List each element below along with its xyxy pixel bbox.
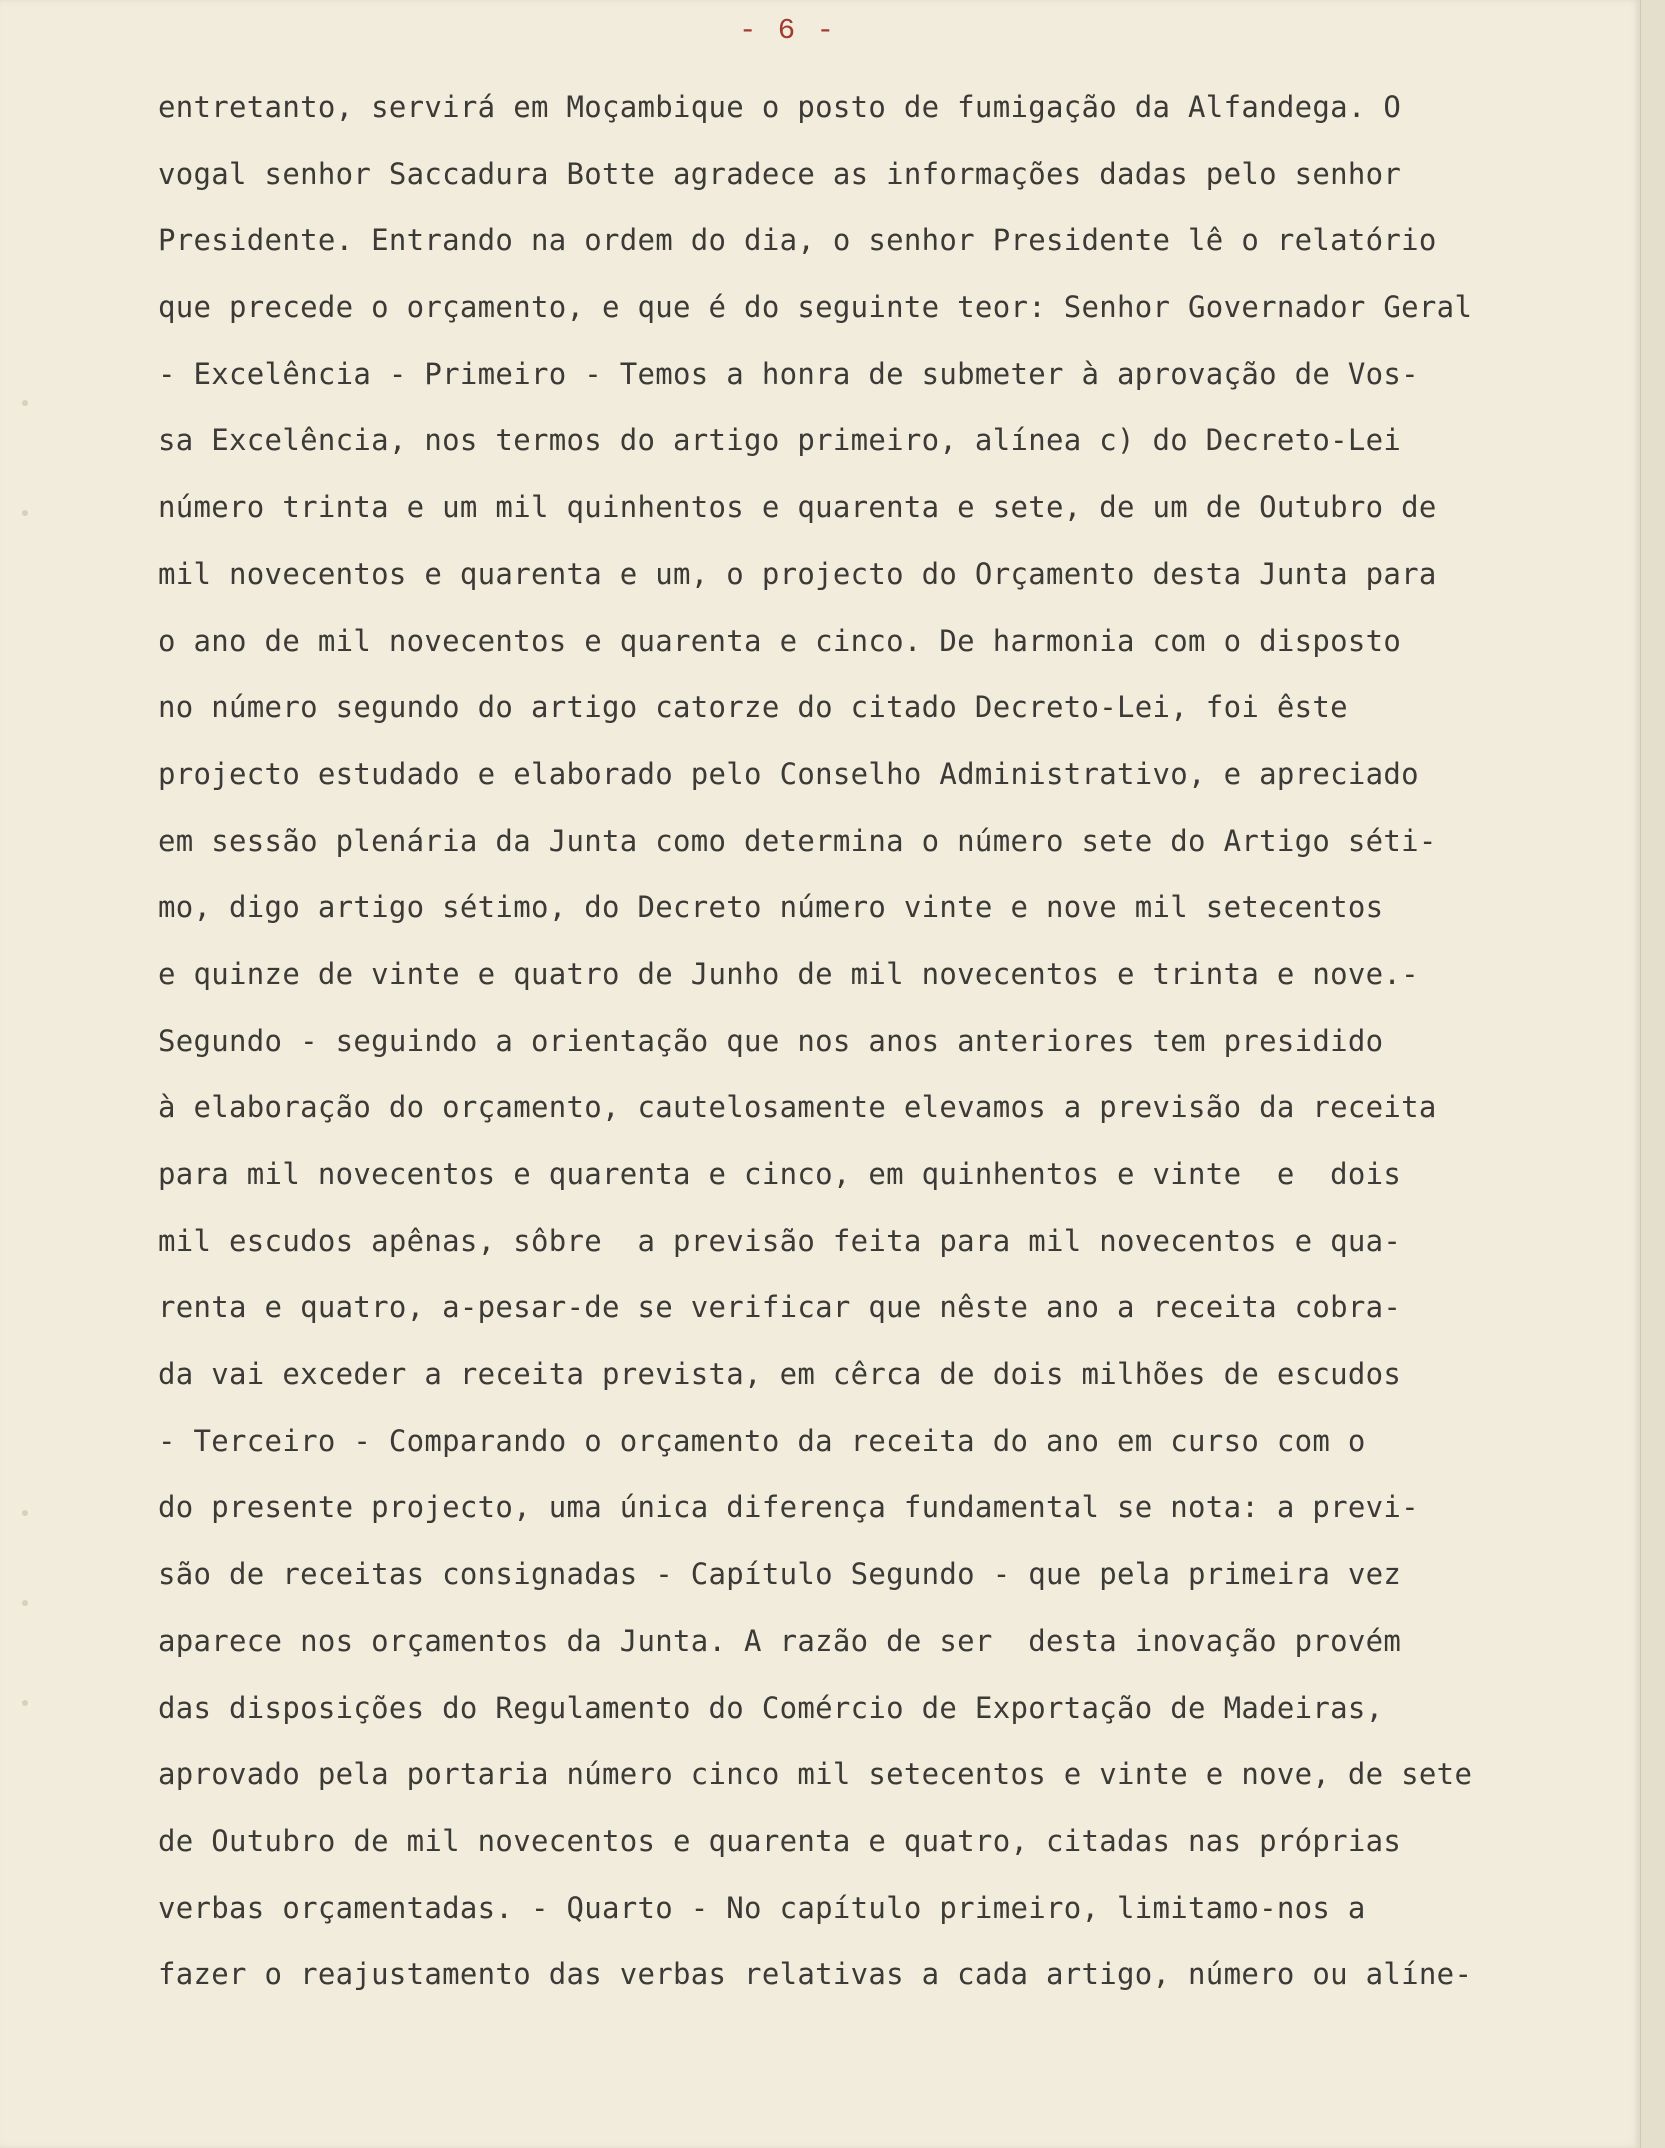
text-line: Presidente. Entrando na ordem do dia, o senhor Presidente lê o relatório <box>158 223 1437 258</box>
page-number: - 6 - <box>738 14 836 47</box>
text-line: número trinta e um mil quinhentos e quarenta e sete, de um de Outubro de <box>158 490 1437 525</box>
body-text <box>158 74 1638 2008</box>
text-line: aparece nos orçamentos da Junta. A razão de ser desta inovação provém <box>158 1623 1402 1658</box>
text-line: projecto estudado e elaborado pelo Conselho Administrativo, e apreciado <box>158 756 1419 791</box>
text-line: - Terceiro - Comparando o orçamento da receita do ano em curso com o <box>158 1423 1366 1458</box>
text-line: vogal senhor Saccadura Botte agradece as informações dadas pelo senhor <box>158 156 1402 191</box>
margin-mark <box>22 1510 28 1516</box>
text-line: do presente projecto, uma única diferença fundamental se nota: a previ- <box>158 1490 1419 1525</box>
text-line: renta e quatro, a-pesar-de se verificar que nêste ano a receita cobra- <box>158 1290 1402 1325</box>
text-line: Segundo - seguindo a orientação que nos anos anteriores tem presidido <box>158 1023 1384 1058</box>
text-line: verbas orçamentadas. - Quarto - No capítulo primeiro, limitamo-nos a <box>158 1890 1366 1925</box>
text-line: e quinze de vinte e quatro de Junho de mil novecentos e trinta e nove.- <box>158 956 1419 991</box>
text-line: fazer o reajustamento das verbas relativas a cada artigo, número ou alíne- <box>158 1957 1473 1992</box>
text-line: mo, digo artigo sétimo, do Decreto número vinte e nove mil setecentos <box>158 890 1384 925</box>
text-line: o ano de mil novecentos e quarenta e cinco. De harmonia com o disposto <box>158 623 1402 658</box>
text-line: em sessão plenária da Junta como determina o número sete do Artigo séti- <box>158 823 1437 858</box>
text-line: para mil novecentos e quarenta e cinco, em quinhentos e vinte e dois <box>158 1157 1402 1191</box>
margin-mark <box>22 400 28 406</box>
page-edge <box>1640 0 1665 2148</box>
margin-mark <box>22 1700 28 1706</box>
text-line: que precede o orçamento, e que é do seguinte teor: Senhor Governador Geral <box>158 290 1473 325</box>
margin-mark <box>22 510 28 516</box>
text-line: no número segundo do artigo catorze do citado Decreto-Lei, foi êste <box>158 690 1348 725</box>
text-line: entretanto, servirá em Moçambique o posto de fumigação da Alfandega. O <box>158 90 1402 124</box>
text-line: à elaboração do orçamento, cautelosamente elevamos a previsão da receita <box>158 1090 1437 1125</box>
text-line: são de receitas consignadas - Capítulo Segundo - que pela primeira vez <box>158 1557 1402 1592</box>
margin-mark <box>22 1600 28 1606</box>
text-line: de Outubro de mil novecentos e quarenta e quatro, citadas nas próprias <box>158 1823 1402 1858</box>
text-line: das disposições do Regulamento do Comércio de Exportação de Madeiras, <box>158 1690 1384 1725</box>
text-line: da vai exceder a receita prevista, em cêrca de dois milhões de escudos <box>158 1357 1402 1392</box>
text-line: mil escudos apênas, sôbre a previsão feita para mil novecentos e qua- <box>158 1223 1402 1258</box>
text-line: - Excelência - Primeiro - Temos a honra de submeter à aprovação de Vos- <box>158 356 1419 391</box>
text-line: aprovado pela portaria número cinco mil setecentos e vinte e nove, de sete <box>158 1757 1473 1792</box>
text-line: sa Excelência, nos termos do artigo primeiro, alínea c) do Decreto-Lei <box>158 423 1402 458</box>
text-line: mil novecentos e quarenta e um, o projecto do Orçamento desta Junta para <box>158 556 1437 591</box>
